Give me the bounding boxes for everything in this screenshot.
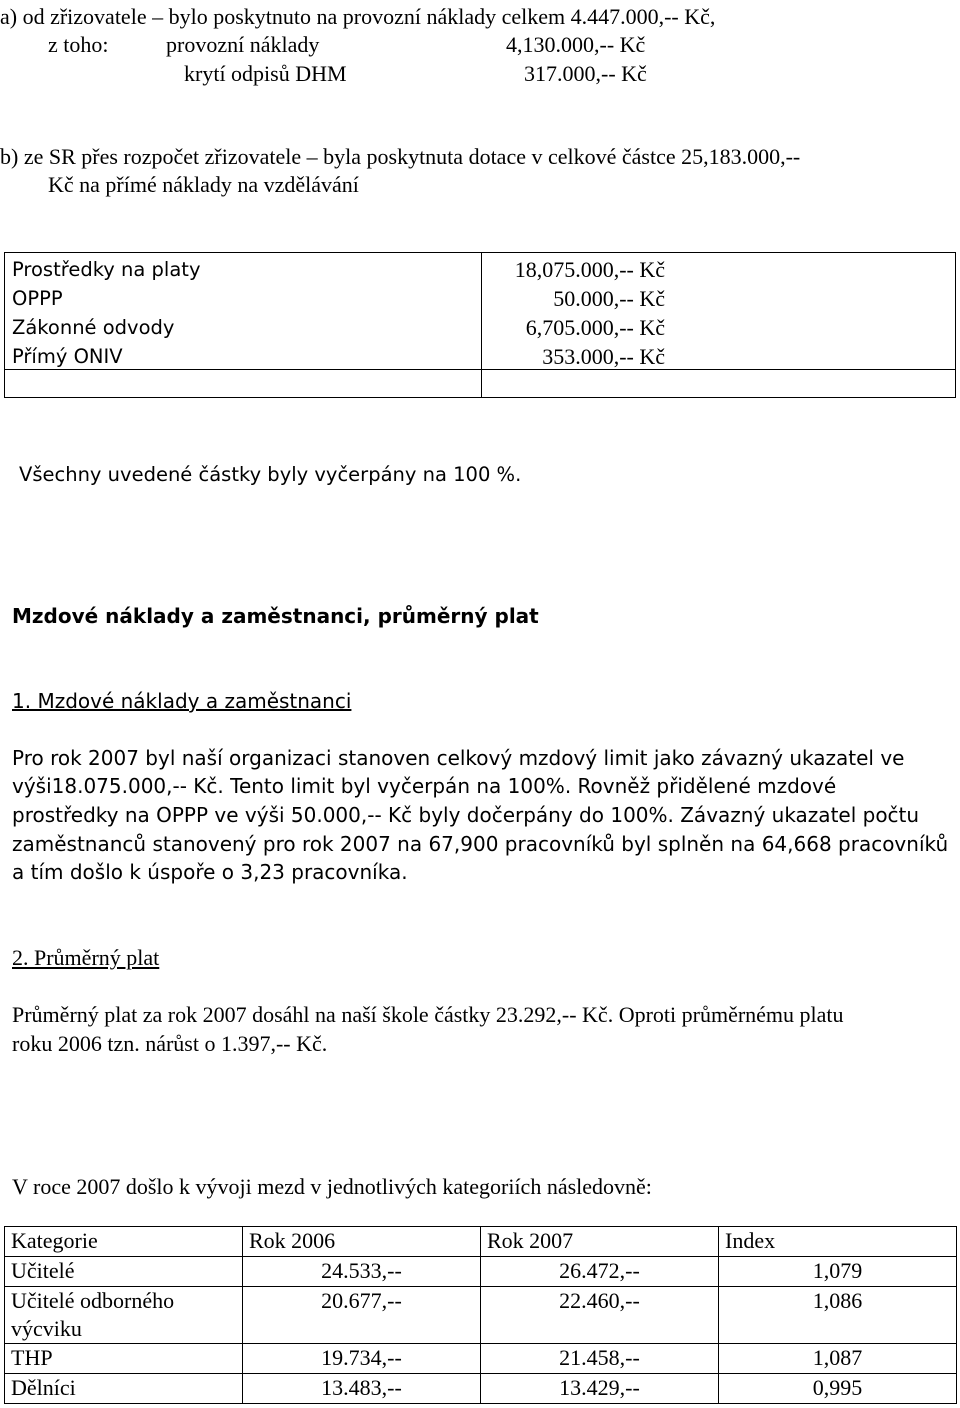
section-b-line2: Kč na přímé náklady na vzdělávání xyxy=(48,172,359,197)
header-rok-2007: Rok 2007 xyxy=(481,1227,719,1257)
cell-index: 1,079 xyxy=(719,1257,957,1287)
cell-index: 1,087 xyxy=(719,1344,957,1374)
subsection-1-line4: zaměstnanců stanovený pro rok 2007 na 67,900 pracovníků byl splněn na 64,668 pracovníků xyxy=(12,832,949,856)
cell-2006: 20.677,-- xyxy=(243,1287,481,1344)
cell-category: Dělníci xyxy=(5,1374,243,1404)
section-b-line1: b) ze SR přes rozpočet zřizovatele – byla poskytnuta dotace v celkové částce 25,183.000,-- xyxy=(0,144,801,169)
section-heading: Mzdové náklady a zaměstnanci, průměrný plat xyxy=(12,604,539,628)
cell-2007: 22.460,-- xyxy=(481,1287,719,1344)
funding-value-odvody: 6,705.000,-- Kč xyxy=(525,315,665,340)
section-a-item-provozni: provozní náklady xyxy=(166,32,320,57)
section-a-value-odpisy: 317.000,-- Kč xyxy=(524,61,647,86)
subsection-1-title: 1. Mzdové náklady a zaměstnanci xyxy=(12,689,352,713)
section-a-line1: a) od zřizovatele – bylo poskytnuto na provozní náklady celkem 4.447.000,-- Kč, xyxy=(0,4,716,29)
table-row xyxy=(5,1257,957,1287)
funding-table xyxy=(4,252,956,398)
all-used-note: Všechny uvedené částky byly vyčerpány na 100 %. xyxy=(19,463,522,486)
subsection-1-line2: výši18.075.000,-- Kč. Tento limit byl vyčerpán na 100%. Rovněž přidělené mzdové xyxy=(12,774,837,798)
header-index: Index xyxy=(719,1227,957,1257)
section-a-item-odpisy: krytí odpisů DHM xyxy=(184,61,347,86)
funding-table-column-divider xyxy=(481,253,482,397)
cell-category: Učitelé xyxy=(5,1257,243,1287)
section-a-value-provozni: 4,130.000,-- Kč xyxy=(506,32,646,57)
funding-label-platy: Prostředky na platy xyxy=(12,258,201,281)
subsection-1-line1: Pro rok 2007 byl naší organizaci stanoven celkový mzdový limit jako závazný ukazatel ve xyxy=(12,746,905,770)
subsection-2-line2: roku 2006 tzn. nárůst o 1.397,-- Kč. xyxy=(12,1031,328,1056)
cell-category: THP xyxy=(5,1344,243,1374)
cell-category: Učitelé odborného výcviku xyxy=(5,1287,243,1344)
cell-2006: 13.483,-- xyxy=(243,1374,481,1404)
subsection-2-line1: Průměrný plat za rok 2007 dosáhl na naší škole částky 23.292,-- Kč. Oproti průměrnému platu xyxy=(12,1002,844,1027)
cell-index: 1,086 xyxy=(719,1287,957,1344)
subsection-1-line3: prostředky na OPPP ve výši 50.000,-- Kč byly dočerpány do 100%. Závazný ukazatel počtu xyxy=(12,803,920,827)
cell-2006: 24.533,-- xyxy=(243,1257,481,1287)
table-header-row xyxy=(5,1227,957,1257)
header-rok-2006: Rok 2006 xyxy=(243,1227,481,1257)
wages-intro: V roce 2007 došlo k vývoji mezd v jednotlivých kategoriích následovně: xyxy=(12,1174,652,1199)
cell-2007: 13.429,-- xyxy=(481,1374,719,1404)
subsection-1-line5: a tím došlo k úspoře o 3,23 pracovníka. xyxy=(12,860,408,884)
cell-index: 0,995 xyxy=(719,1374,957,1404)
section-a-label-z-toho: z toho: xyxy=(48,32,109,57)
subsection-2-title: 2. Průměrný plat xyxy=(12,945,160,970)
wages-table xyxy=(4,1226,957,1404)
funding-label-odvody: Zákonné odvody xyxy=(12,316,175,339)
funding-value-platy: 18,075.000,-- Kč xyxy=(514,257,665,282)
cell-2006: 19.734,-- xyxy=(243,1344,481,1374)
cell-2007: 26.472,-- xyxy=(481,1257,719,1287)
header-kategorie: Kategorie xyxy=(5,1227,243,1257)
funding-label-oniv: Přímý ONIV xyxy=(12,345,123,368)
cell-2007: 21.458,-- xyxy=(481,1344,719,1374)
table-row xyxy=(5,1344,957,1374)
table-row xyxy=(5,1287,957,1344)
funding-table-row-divider xyxy=(5,369,955,370)
funding-label-oppp: OPPP xyxy=(12,287,63,310)
table-row xyxy=(5,1374,957,1404)
funding-value-oppp: 50.000,-- Kč xyxy=(553,286,665,311)
funding-value-oniv: 353.000,-- Kč xyxy=(542,344,665,369)
